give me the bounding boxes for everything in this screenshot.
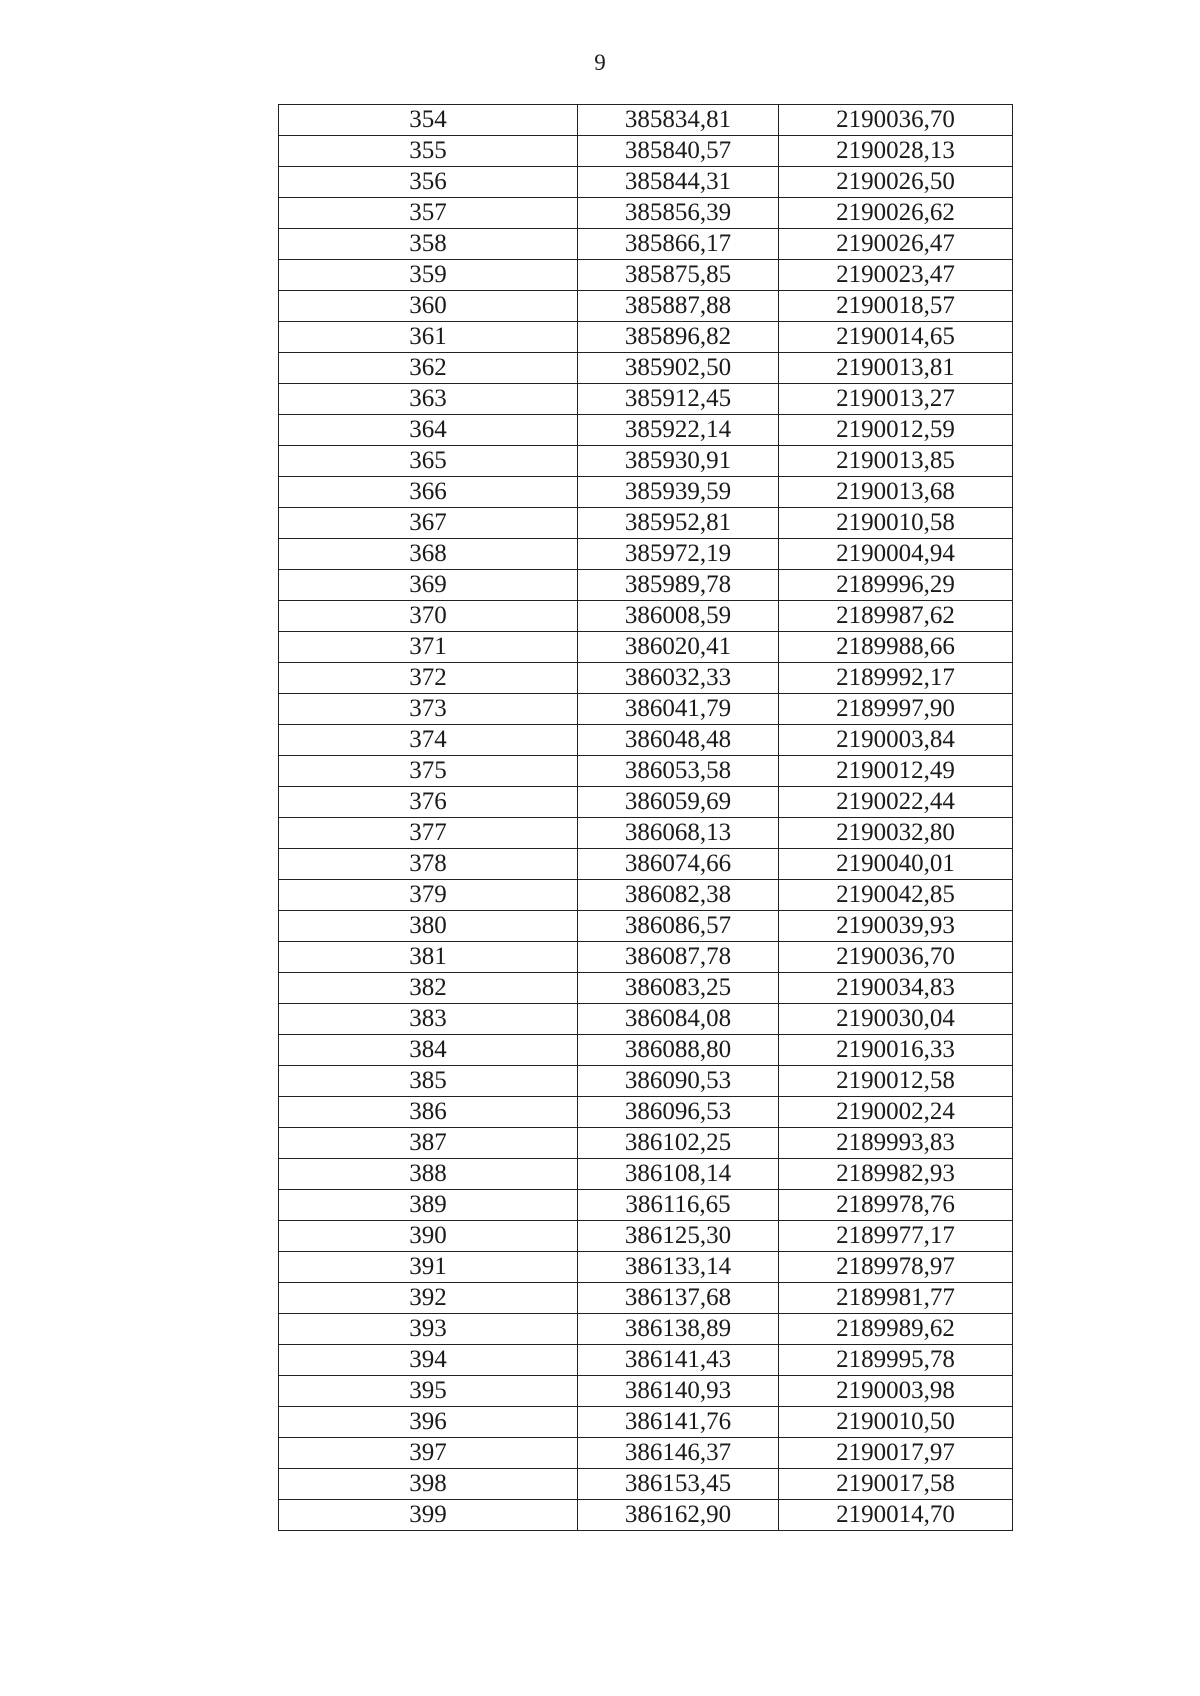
- table-row: [279, 942, 1013, 973]
- point-number-cell: 355: [279, 136, 578, 167]
- y-coordinate-cell: 2189977,17: [779, 1221, 1013, 1252]
- x-coordinate-cell: 386048,48: [578, 725, 779, 756]
- x-coordinate-cell: 386053,58: [578, 756, 779, 787]
- y-coordinate-cell: 2190026,62: [779, 198, 1013, 229]
- table-row: [279, 632, 1013, 663]
- y-coordinate-cell: 2190012,59: [779, 415, 1013, 446]
- x-coordinate-cell: 386088,80: [578, 1035, 779, 1066]
- table-row: [279, 1035, 1013, 1066]
- coordinates-table-body: [279, 105, 1013, 1531]
- x-coordinate-cell: 385902,50: [578, 353, 779, 384]
- table-row: [279, 1128, 1013, 1159]
- table-row: [279, 1221, 1013, 1252]
- table-row: [279, 1469, 1013, 1500]
- y-coordinate-cell: 2190039,93: [779, 911, 1013, 942]
- table-row: [279, 818, 1013, 849]
- y-coordinate-cell: 2190004,94: [779, 539, 1013, 570]
- point-number-cell: 384: [279, 1035, 578, 1066]
- point-number-cell: 391: [279, 1252, 578, 1283]
- y-coordinate-cell: 2189987,62: [779, 601, 1013, 632]
- y-coordinate-cell: 2190032,80: [779, 818, 1013, 849]
- point-number-cell: 362: [279, 353, 578, 384]
- y-coordinate-cell: 2189989,62: [779, 1314, 1013, 1345]
- table-row: [279, 384, 1013, 415]
- point-number-cell: 386: [279, 1097, 578, 1128]
- y-coordinate-cell: 2190014,65: [779, 322, 1013, 353]
- x-coordinate-cell: 386108,14: [578, 1159, 779, 1190]
- point-number-cell: 371: [279, 632, 578, 663]
- point-number-cell: 372: [279, 663, 578, 694]
- y-coordinate-cell: 2189988,66: [779, 632, 1013, 663]
- table-row: [279, 105, 1013, 136]
- y-coordinate-cell: 2190036,70: [779, 105, 1013, 136]
- table-row: [279, 1004, 1013, 1035]
- x-coordinate-cell: 386096,53: [578, 1097, 779, 1128]
- y-coordinate-cell: 2190012,49: [779, 756, 1013, 787]
- y-coordinate-cell: 2190016,33: [779, 1035, 1013, 1066]
- y-coordinate-cell: 2189978,76: [779, 1190, 1013, 1221]
- point-number-cell: 367: [279, 508, 578, 539]
- table-row: [279, 1314, 1013, 1345]
- y-coordinate-cell: 2190013,81: [779, 353, 1013, 384]
- table-row: [279, 787, 1013, 818]
- y-coordinate-cell: 2190014,70: [779, 1500, 1013, 1531]
- x-coordinate-cell: 386153,45: [578, 1469, 779, 1500]
- table-row: [279, 1066, 1013, 1097]
- x-coordinate-cell: 386082,38: [578, 880, 779, 911]
- point-number-cell: 369: [279, 570, 578, 601]
- y-coordinate-cell: 2190022,44: [779, 787, 1013, 818]
- table-row: [279, 1252, 1013, 1283]
- table-row: [279, 663, 1013, 694]
- x-coordinate-cell: 385844,31: [578, 167, 779, 198]
- x-coordinate-cell: 386059,69: [578, 787, 779, 818]
- x-coordinate-cell: 386041,79: [578, 694, 779, 725]
- x-coordinate-cell: 386074,66: [578, 849, 779, 880]
- table-row: [279, 1345, 1013, 1376]
- point-number-cell: 363: [279, 384, 578, 415]
- y-coordinate-cell: 2190013,27: [779, 384, 1013, 415]
- point-number-cell: 356: [279, 167, 578, 198]
- table-row: [279, 911, 1013, 942]
- table-row: [279, 849, 1013, 880]
- y-coordinate-cell: 2190026,47: [779, 229, 1013, 260]
- x-coordinate-cell: 386083,25: [578, 973, 779, 1004]
- y-coordinate-cell: 2190010,58: [779, 508, 1013, 539]
- point-number-cell: 377: [279, 818, 578, 849]
- y-coordinate-cell: 2190034,83: [779, 973, 1013, 1004]
- table-row: [279, 198, 1013, 229]
- point-number-cell: 393: [279, 1314, 578, 1345]
- y-coordinate-cell: 2190003,98: [779, 1376, 1013, 1407]
- y-coordinate-cell: 2190026,50: [779, 167, 1013, 198]
- x-coordinate-cell: 385912,45: [578, 384, 779, 415]
- x-coordinate-cell: 386008,59: [578, 601, 779, 632]
- point-number-cell: 382: [279, 973, 578, 1004]
- table-row: [279, 880, 1013, 911]
- x-coordinate-cell: 385856,39: [578, 198, 779, 229]
- table-row: [279, 1500, 1013, 1531]
- y-coordinate-cell: 2190002,24: [779, 1097, 1013, 1128]
- y-coordinate-cell: 2190036,70: [779, 942, 1013, 973]
- page-number: 9: [594, 50, 606, 75]
- table-row: [279, 477, 1013, 508]
- point-number-cell: 368: [279, 539, 578, 570]
- point-number-cell: 397: [279, 1438, 578, 1469]
- y-coordinate-cell: 2190013,68: [779, 477, 1013, 508]
- point-number-cell: 379: [279, 880, 578, 911]
- x-coordinate-cell: 386102,25: [578, 1128, 779, 1159]
- point-number-cell: 398: [279, 1469, 578, 1500]
- point-number-cell: 366: [279, 477, 578, 508]
- x-coordinate-cell: 386133,14: [578, 1252, 779, 1283]
- table-row: [279, 415, 1013, 446]
- table-row: [279, 260, 1013, 291]
- table-row: [279, 1407, 1013, 1438]
- x-coordinate-cell: 386125,30: [578, 1221, 779, 1252]
- y-coordinate-cell: 2190040,01: [779, 849, 1013, 880]
- point-number-cell: 359: [279, 260, 578, 291]
- table-row: [279, 446, 1013, 477]
- x-coordinate-cell: 385952,81: [578, 508, 779, 539]
- x-coordinate-cell: 386084,08: [578, 1004, 779, 1035]
- y-coordinate-cell: 2190042,85: [779, 880, 1013, 911]
- point-number-cell: 395: [279, 1376, 578, 1407]
- table-row: [279, 508, 1013, 539]
- point-number-cell: 360: [279, 291, 578, 322]
- y-coordinate-cell: 2190012,58: [779, 1066, 1013, 1097]
- y-coordinate-cell: 2189995,78: [779, 1345, 1013, 1376]
- point-number-cell: 378: [279, 849, 578, 880]
- table-row: [279, 1438, 1013, 1469]
- point-number-cell: 364: [279, 415, 578, 446]
- y-coordinate-cell: 2190018,57: [779, 291, 1013, 322]
- x-coordinate-cell: 385930,91: [578, 446, 779, 477]
- table-row: [279, 725, 1013, 756]
- table-row: [279, 694, 1013, 725]
- y-coordinate-cell: 2189978,97: [779, 1252, 1013, 1283]
- x-coordinate-cell: 385840,57: [578, 136, 779, 167]
- y-coordinate-cell: 2190017,97: [779, 1438, 1013, 1469]
- x-coordinate-cell: 385887,88: [578, 291, 779, 322]
- point-number-cell: 399: [279, 1500, 578, 1531]
- table-row: [279, 291, 1013, 322]
- x-coordinate-cell: 385896,82: [578, 322, 779, 353]
- point-number-cell: 357: [279, 198, 578, 229]
- coordinates-table: [278, 104, 1013, 1531]
- x-coordinate-cell: 385875,85: [578, 260, 779, 291]
- point-number-cell: 387: [279, 1128, 578, 1159]
- y-coordinate-cell: 2189982,93: [779, 1159, 1013, 1190]
- x-coordinate-cell: 386116,65: [578, 1190, 779, 1221]
- y-coordinate-cell: 2189996,29: [779, 570, 1013, 601]
- x-coordinate-cell: 385989,78: [578, 570, 779, 601]
- x-coordinate-cell: 386020,41: [578, 632, 779, 663]
- table-row: [279, 167, 1013, 198]
- point-number-cell: 376: [279, 787, 578, 818]
- x-coordinate-cell: 386086,57: [578, 911, 779, 942]
- table-row: [279, 322, 1013, 353]
- table-row: [279, 601, 1013, 632]
- table-row: [279, 353, 1013, 384]
- table-row: [279, 539, 1013, 570]
- point-number-cell: 383: [279, 1004, 578, 1035]
- x-coordinate-cell: 385922,14: [578, 415, 779, 446]
- x-coordinate-cell: 385834,81: [578, 105, 779, 136]
- point-number-cell: 394: [279, 1345, 578, 1376]
- point-number-cell: 375: [279, 756, 578, 787]
- x-coordinate-cell: 386138,89: [578, 1314, 779, 1345]
- point-number-cell: 396: [279, 1407, 578, 1438]
- point-number-cell: 389: [279, 1190, 578, 1221]
- y-coordinate-cell: 2189981,77: [779, 1283, 1013, 1314]
- x-coordinate-cell: 386090,53: [578, 1066, 779, 1097]
- y-coordinate-cell: 2190013,85: [779, 446, 1013, 477]
- y-coordinate-cell: 2190010,50: [779, 1407, 1013, 1438]
- table-row: [279, 973, 1013, 1004]
- x-coordinate-cell: 386068,13: [578, 818, 779, 849]
- point-number-cell: 392: [279, 1283, 578, 1314]
- x-coordinate-cell: 385939,59: [578, 477, 779, 508]
- point-number-cell: 374: [279, 725, 578, 756]
- x-coordinate-cell: 386141,76: [578, 1407, 779, 1438]
- point-number-cell: 380: [279, 911, 578, 942]
- x-coordinate-cell: 386141,43: [578, 1345, 779, 1376]
- x-coordinate-cell: 386137,68: [578, 1283, 779, 1314]
- point-number-cell: 381: [279, 942, 578, 973]
- point-number-cell: 385: [279, 1066, 578, 1097]
- x-coordinate-cell: 385866,17: [578, 229, 779, 260]
- x-coordinate-cell: 386146,37: [578, 1438, 779, 1469]
- table-row: [279, 756, 1013, 787]
- point-number-cell: 365: [279, 446, 578, 477]
- y-coordinate-cell: 2190030,04: [779, 1004, 1013, 1035]
- point-number-cell: 373: [279, 694, 578, 725]
- point-number-cell: 358: [279, 229, 578, 260]
- table-row: [279, 136, 1013, 167]
- point-number-cell: 370: [279, 601, 578, 632]
- y-coordinate-cell: 2189993,83: [779, 1128, 1013, 1159]
- point-number-cell: 390: [279, 1221, 578, 1252]
- y-coordinate-cell: 2190017,58: [779, 1469, 1013, 1500]
- table-row: [279, 570, 1013, 601]
- table-row: [279, 1376, 1013, 1407]
- y-coordinate-cell: 2190003,84: [779, 725, 1013, 756]
- point-number-cell: 361: [279, 322, 578, 353]
- point-number-cell: 354: [279, 105, 578, 136]
- table-row: [279, 1283, 1013, 1314]
- point-number-cell: 388: [279, 1159, 578, 1190]
- x-coordinate-cell: 386087,78: [578, 942, 779, 973]
- y-coordinate-cell: 2189992,17: [779, 663, 1013, 694]
- table-row: [279, 1097, 1013, 1128]
- y-coordinate-cell: 2190028,13: [779, 136, 1013, 167]
- x-coordinate-cell: 386032,33: [578, 663, 779, 694]
- x-coordinate-cell: 386140,93: [578, 1376, 779, 1407]
- table-row: [279, 1159, 1013, 1190]
- x-coordinate-cell: 386162,90: [578, 1500, 779, 1531]
- x-coordinate-cell: 385972,19: [578, 539, 779, 570]
- table-row: [279, 1190, 1013, 1221]
- y-coordinate-cell: 2189997,90: [779, 694, 1013, 725]
- y-coordinate-cell: 2190023,47: [779, 260, 1013, 291]
- table-row: [279, 229, 1013, 260]
